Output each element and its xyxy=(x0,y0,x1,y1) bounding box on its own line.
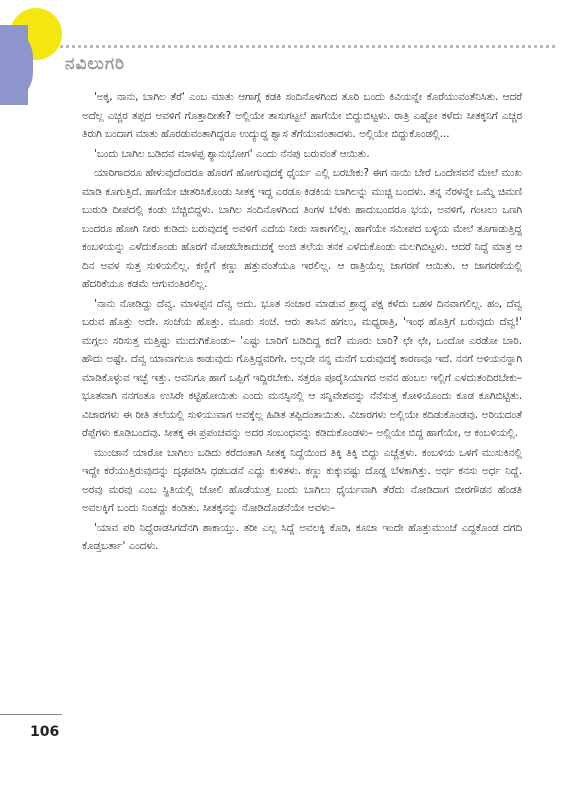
section-title: ನವಿಲುಗರಿ xyxy=(65,54,126,74)
paragraph: ಮುಂಜಾನೆ ಯಾರೋ ಬಾಗಿಲು ಬಡಿದು ಕರೆದಂತಾಗಿ ಸೀತಕ್ಕ ನಿದ್ದೆಯಿಂದ ತಿಕ್ಕಿ ತಿಕ್ಕಿ ಬಿದ್ದು ಎಚ್ಚೆತ್ತಳು. ಕಂಬಳಿಯ ಒಳಗೆ ಮುಸುಕಿನಲ್ಲಿ ಇದ್ದೇ ಕರೆಯುತ್ತಿರುವುದನ್ನು ದೃಢಪಡಿಸಿ ಧಡಬಡನೆ ಎದ್ದು ಕುಳಿತಳು. ಕಣ್ಣು ಕುಕ್ಕುವಷ್ಟು ದೊಡ್ಡ ಬೆಳಕಾಗಿತ್ತು. ಅರ್ಧ ಕನಸು ಅರ್ಧ ನಿದ್ದೆ. ಅರವು ಮರವು ಎಂಬ ಸ್ಥಿತಿಯಲ್ಲಿ ಜೋಲಿ ಹೊಡೆಯುತ್ತ ಬಂದು ಬಾಗಿಲು ಧೈರ್ಯವಾಗಿ ತೆರೆದು ನೋಡಿದಾಗ ಬೀರಗೌಡನ ಹೆಂಡತಿ ಅವಲಕ್ಕಿಗೆ ಬಂದು ನಿಂತದ್ದು ಕಂಡಿತು. ಸೀತಕ್ಕನನ್ನು ನೋಡಿದೊಡನೆಯೇ ಅವಳು– xyxy=(82,446,522,514)
paragraph: 'ನಾನು ನೋಡಿದ್ದು ದೆವ್ವ. ಮಾಳಪ್ಪನ ದೆವ್ವ ಅದು. ಭೂತ ಸಂಚಾರ ಮಾಡುವ ಶ್ರಾದ್ಧ ಪಕ್ಷ ಕಳೆದು ಬಹಳ ದಿನವಾಗಲಿಲ್ಲ. ಹಂ, ದೆವ್ವ ಬರುವ ಹೊತ್ತು ಅದೇ. ಸಂಜೆಯ ಹೊತ್ತು. ಮೂರು ಸಂಜೆ. ಆರು ತಾಸಿನ ಹಗಲು, ಮಧ್ಯರಾತ್ರಿ, 'ಇಂಥ ಹೊತ್ತಿಗೆ ಬರುವುದು ದೆವ್ವ!' ಮಗ್ಗಲು ಸರಿಸುತ್ತ ಮತ್ತಿಷ್ಟು ಮುದುಗಿಕೊಂಡು– 'ಎಷ್ಟು ಬಾರಿಗೆ ಬಡಿದಿದ್ದ ಕದ? ಮೂರು ಬಾರಿ? ಛೇ ಛೇ, ಒಂದೋ ಎರಡೋ ಬಾರಿ. ಹೌದು ಅಷ್ಟೇ. ದೆವ್ವ ಯಾವಾಗಲೂ ಕಾಡುವುದು ಗೊತ್ತಿದ್ದವರಿಗೇ. ಅಲ್ಲದೇ ನನ್ನ ಮನೆಗೆ ಬರುವುದಕ್ಕೆ ಕಾರಣವೂ ಇದೆ. ನನಗೆ ಅಳಿಯನನ್ನಾಗಿ ಮಾಡಿಕೊಳ್ಳುವ ಇಚ್ಛೆ ಇತ್ತು. ಅವನಿಗೂ ಹಾಗೆ ಒಪ್ಪಿಗೆ ಇದ್ದಿರಬೇಕು. ಸತ್ತರೂ ಪೂರೈಸಿಯಾಗದ ಅವನ ಹಂಬಲ ಇಲ್ಲಿಗೆ ಎಳದುತಂದಿರಬೇಕು– ಭೂತವಾಗಿ ನನಗಂತೂ ಉಸಿರೇ ಕಟ್ಟಿಹೋಯಿತು ಎಂದು ಮನಸ್ಸಿನಲ್ಲಿ ಆ ಸನ್ನಿವೇಶವನ್ನು ನೆನೆಸುತ್ತ ಕೋಳಿಯೊಂದು ಕೂಡ ಕೂಗಿಬಿಟ್ಟಿತು. ವಿಚಾರಗಳು ಈ ರೀತಿ ತಲೆಯಲ್ಲಿ ಸುಳಿಯುವಾಗ ಅವಕ್ಕೆಲ್ಲ ಹಿಡಿತ ತಪ್ಪಿದಂತಾಯಿತು. ವಿಚಾರಗಳು ಅಲ್ಲಿಯೇ ಕದಿಡುಕೊಂಡವು. ಅರಿಯದಂತೆ ರೆಪ್ಪೆಗಳು ಕೂಡಿಬಂದವು. ಸೀತಕ್ಕ ಈ ಪ್ರಪಂಚವನ್ನು ಅದರ ಸಂಬಂಧವನ್ನು ಕಡಿದುಕೊಂಡಳು– ಅಲ್ಲಿಯೇ ಬಿದ್ದ ಹಾಗೆಯೇ, ಆ ಕಂಬಳಿಯಲ್ಲಿ. xyxy=(82,297,522,439)
footer-rule xyxy=(0,714,62,715)
paragraph: ಯಾರಿಗಾದರೂ ಹೇಳುವುದೆಂದರೂ ಹೊರಗೆ ಹೋಗುವುದಕ್ಕೆ ಧೈರ್ಯ ಎಲ್ಲಿ ಬರಬೇಕು? ಈಗ ನಾಯಿ ಬೇರೆ ಒಂದೇಸವನೆ ಮೇಲೆ ಮುಖ ಮಾಡಿ ಕೂಗುತ್ತಿದೆ. ಹಾಗೆಯೇ ಚೀತರಿಸಿಕೊಂಡು ಸೀತಕ್ಕ ಇದ್ದ ಎರಡೂ ಕಿಡಕಿಯ ಬಾಗಿಲನ್ನು ಮುಚ್ಚಿ ಬಂದಳು. ತನ್ನ ನೆರಳನ್ನೇ ಒಮ್ಮೆ ಚಿಮಣಿ ಬುರುಡಿ ದೀಪದಲ್ಲಿ ಕಂಡು ಬೆಚ್ಚಿಬಿದ್ದಳು. ಬಾಗಿಲ ಸಂದಿನೊಳಗಿಂದ ತಿಂಗಳ ಬೆಳಕು ಹಾದುಬಂದರೂ ಭಯ, ಅವಳಿಗೆ, ಗಂಟಲು ಒಣಗಿ ಬಂದರೂ ಹೋಗಿ ನೀರು ಕುಡಿದು ಬರುವುದಕ್ಕೆ ಅವಳಿಗೆ ಎದೆಯ ನೀರು ಸಾಕಾಗಲಿಲ್ಲ. ಹಾಗೆಯೇ ಸಮೀಪದ ಬಳ್ಳಿಯ ಮೇಲೆ ತೂಗಾಡುತ್ತಿದ್ದ ಕಂಬಳಿಯನ್ನು ಎಳೆದುಕೊಂಡು ಹೊರಗೆ ನೋಡಬೇಕಾದುದಕ್ಕೆ ಅಂಜಿ ತಲೆಯ ತನಕ ಎಳೆದುಕೊಂಡು ಮಲಗಿಬಿಟ್ಟಳು. ಆದರೆ ನಿದ್ದೆ ಮಾತ್ರ ಆ ದಿನ ಅವಳ ಸುತ್ತ ಸುಳಿಯಲಿಲ್ಲ. ಕಣ್ಣಿಗೆ ಕಣ್ಣು ಹತ್ತುವಂತೆಯೂ ಇರಲಿಲ್ಲ. ಆ ರಾತ್ರಿಯೆಲ್ಲ ಜಾಗರಣೆ ಆಯಿತು. ಆ ಜಾಗರಣೆಯಲ್ಲಿ ಹೆದರಿಕೆಯೂ ಕಡಮೆ ಆಗುವಂತಿರಲಿಲ್ಲ. xyxy=(82,167,522,290)
blue-block-decoration xyxy=(0,25,28,105)
paragraph: 'ಯಾವ ಪರಿ ನಿದ್ದೆರಾಡಸಿಗದೆನಗಿ ಶಾಕಾಯ್ತು. ತರೀ ಎಲ್ಲ ಸಿದ್ದೆ ಅವಲಕ್ಕಿ ಕೊಡಿ, ಕೂಚಾ ಇಂದೇ ಹೊತ್ತುಮುಂಚೆ ಎದ್ದಕೊಂಡ ದಗದಿ ಕೊಡ್ತಬರ್ತಾ' ಎಂದಳು. xyxy=(82,521,522,552)
page-number: 106 xyxy=(30,724,60,740)
paragraph: 'ಅಕ್ಕ, ನಾನು, ಬಾಗಿಲ ತೆರೆ' ಎಂಬ ಮಾತು ಆಗಾಗ್ಗೆ ಕಡಕಿ ಸಂದಿನೊಳಗಿಂದ ತೂರಿ ಬಂದು ಕಿವಿಯನ್ನೇ ಕೊರೆಯುವಂತೆನಿಸಿತು. ಆದರೆ ಅದೆಲ್ಲ ಎಚ್ಚರ ತಪ್ಪದ ಅವಳಿಗೆ ಗೊತ್ತಾದೀತೇ? ಅಲ್ಲಿಯೇ ತಾಸುಗಟ್ಟಲೆ ಹಾಗೆಯೇ ಬಿದ್ದುಬಿಟ್ಟಳು. ರಾತ್ರಿ ಎಷ್ಟೋ ಕಳೆದು ಸೀತಕ್ಕನಿಗೆ ಎಚ್ಚರ ತಿರುಗಿ ಬಂದಾಗ ಮಾತು ಹೊರಡುವಂತಾಗಿದ್ದರೂ ಉದ್ಯುದ್ದ ಶ್ವಾಸ ತೆಗೆಯುವಂತಾದಳು. ಅಲ್ಲಿಯೇ ಬಿದ್ದುಕೊಂಡಲ್ಲಿ... xyxy=(82,91,522,140)
corner-decoration xyxy=(0,0,70,110)
header-dotted-rule xyxy=(60,45,555,48)
paragraph: 'ಬಂದು ಬಾಗಿಲ ಬಡಿದವ ಮಾಳಪ್ಪ ಶ್ಯಾನುಭೋಗ' ಎಂದು ನೆನಪು ಬರುವಂತೆ ಆಯಿತು. xyxy=(94,147,370,160)
body-text xyxy=(82,88,522,557)
